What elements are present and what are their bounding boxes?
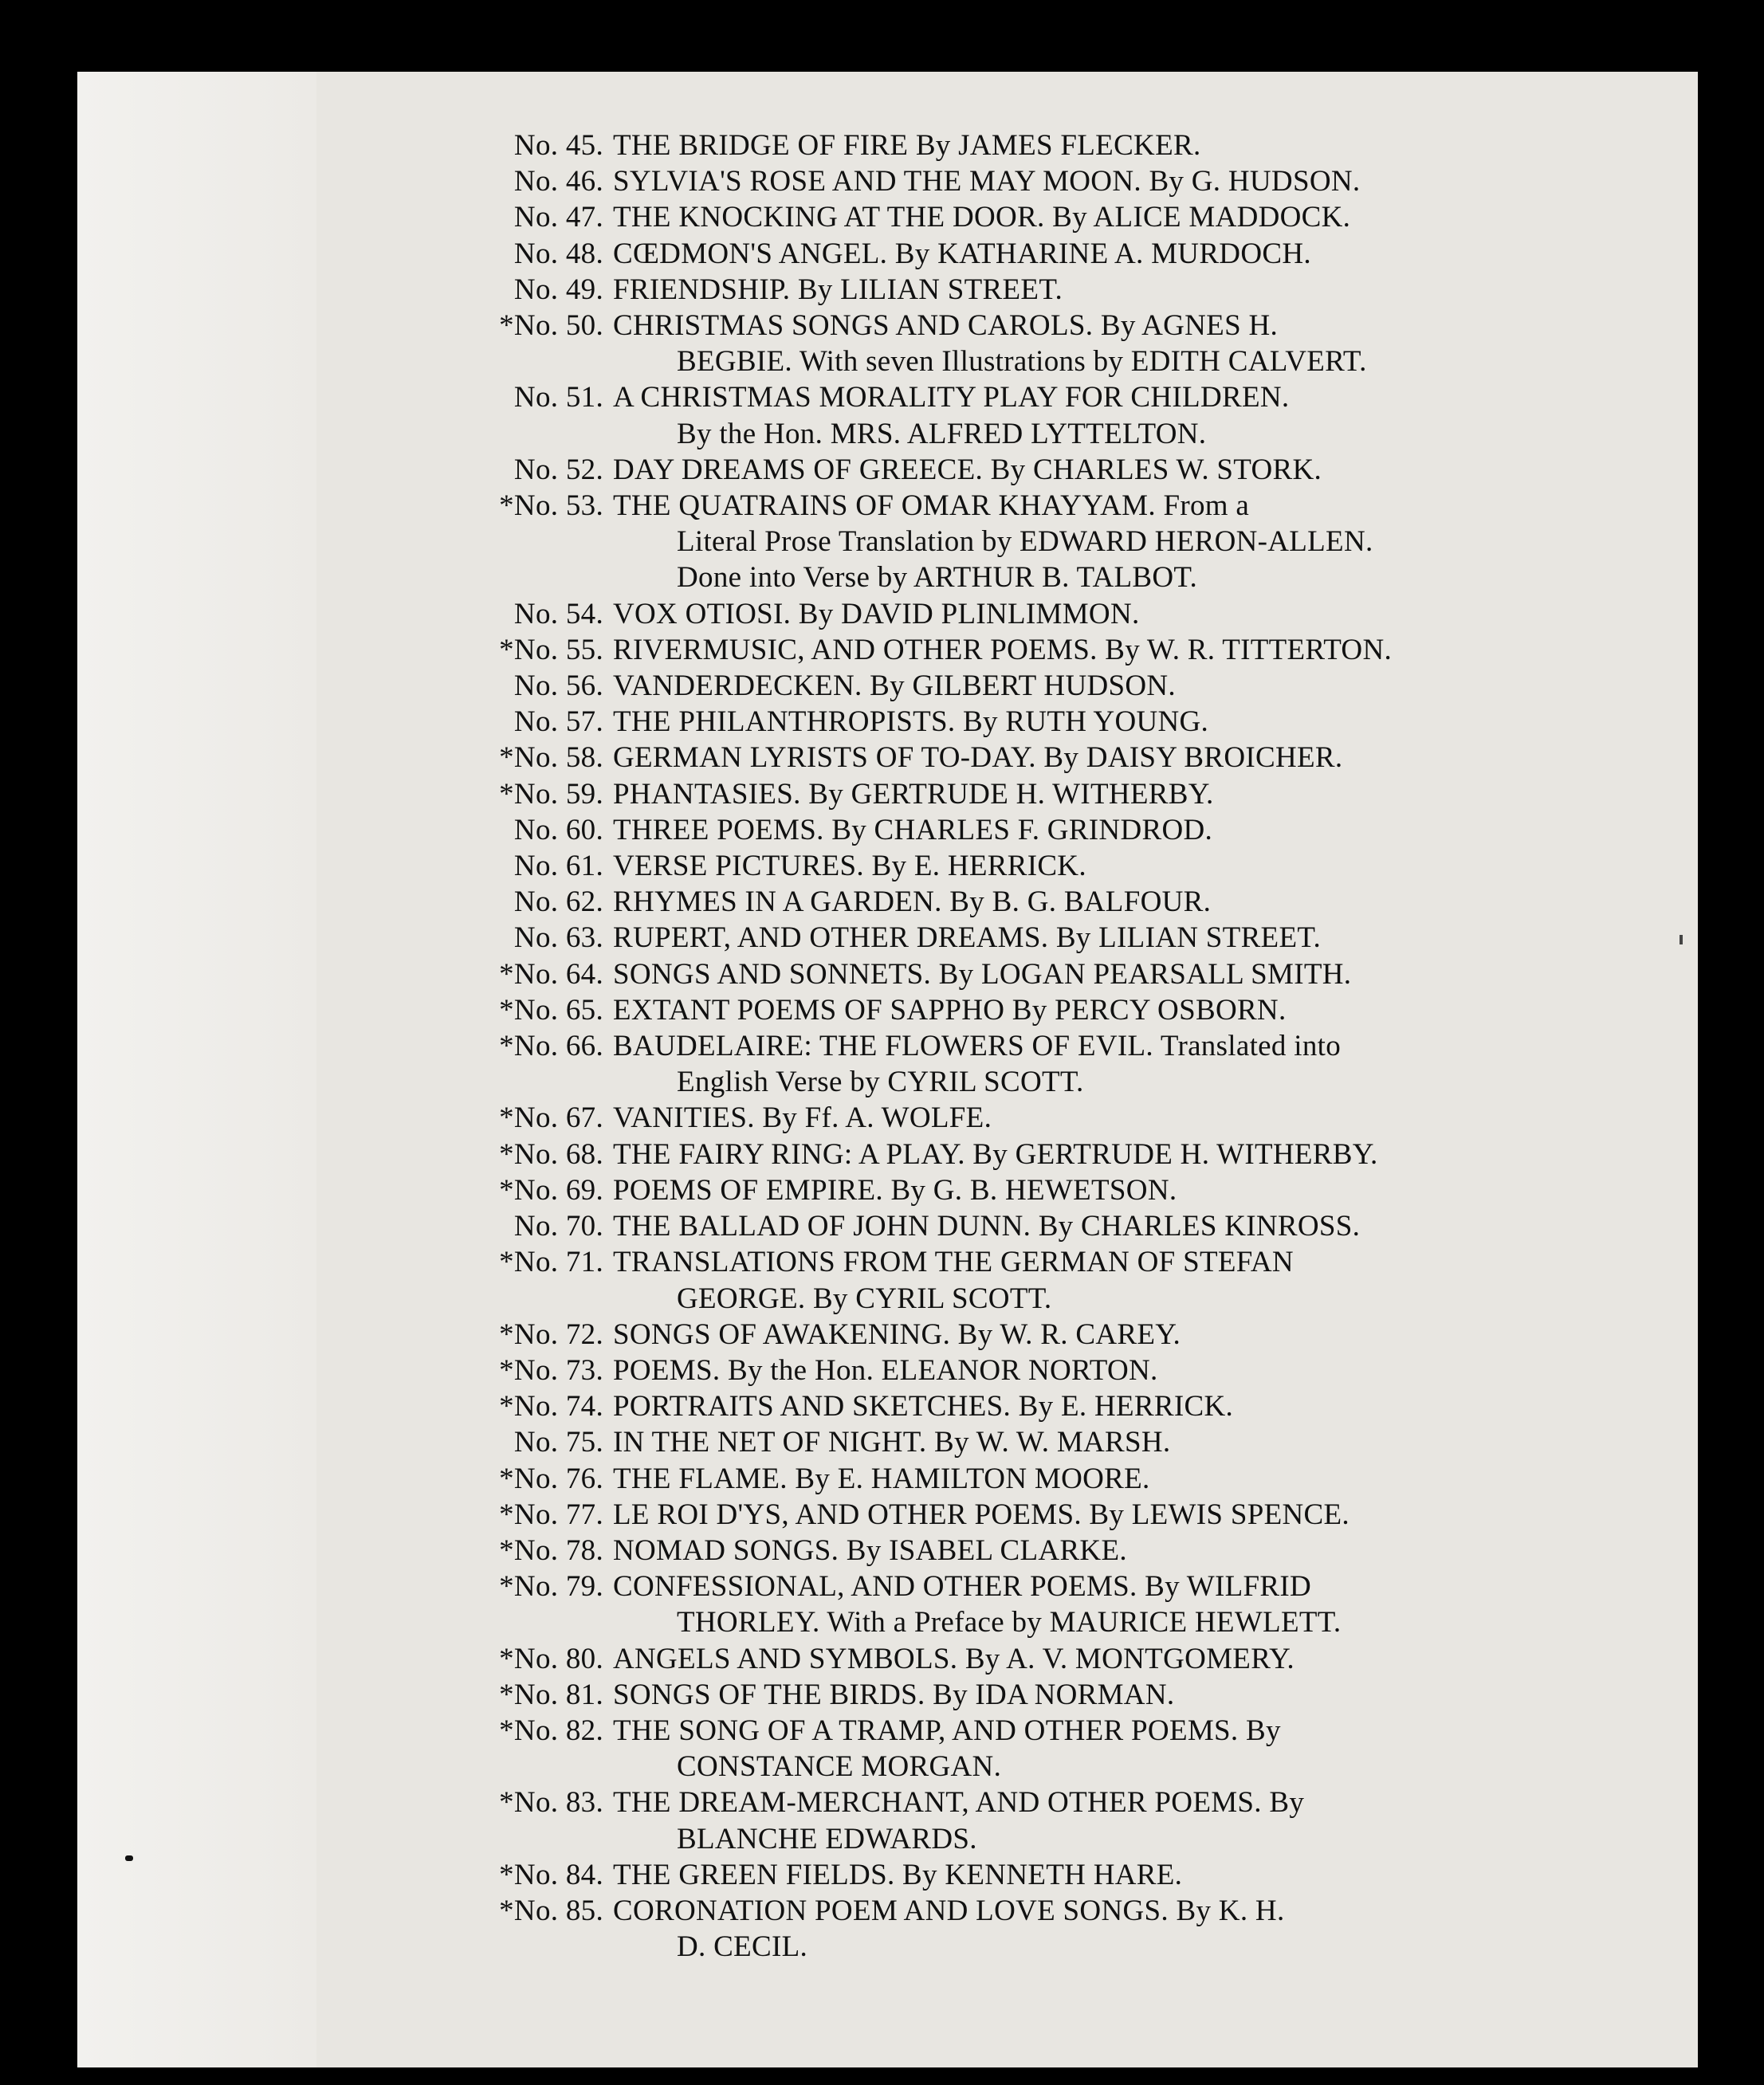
catalogue-entry <box>436 199 1640 235</box>
entry-title: SONGS AND SONNETS. By LOGAN PEARSALL SMITH. <box>613 957 1352 991</box>
entry-title: THE FLAME. By E. HAMILTON MOORE. <box>613 1462 1150 1495</box>
catalogue-entry <box>436 1388 1640 1424</box>
entry-number: *No. 83. <box>499 1786 603 1820</box>
entry-title: THE GREEN FIELDS. By KENNETH HARE. <box>613 1858 1183 1891</box>
entry-number: *No. 79. <box>499 1570 603 1604</box>
entry-title: THE PHILANTHROPISTS. By RUTH YOUNG. <box>613 705 1209 739</box>
entry-title: EXTANT POEMS OF SAPPHO By PERCY OSBORN. <box>613 993 1287 1027</box>
catalogue-entry <box>436 1208 1640 1244</box>
entry-continuation: CONSTANCE MORGAN. <box>677 1750 1002 1784</box>
entry-title: SONGS OF THE BIRDS. By IDA NORMAN. <box>613 1678 1175 1711</box>
entry-number: No. 75. <box>513 1426 603 1459</box>
entry-number: No. 60. <box>513 813 603 846</box>
entry-number: *No. 74. <box>499 1390 603 1423</box>
entry-continuation: Literal Prose Translation by EDWARD HERON-ALLEN. <box>677 525 1373 559</box>
entry-number: No. 46. <box>513 165 603 198</box>
entry-number: No. 61. <box>513 850 603 883</box>
catalogue-entry <box>436 1172 1640 1208</box>
entry-continuation: English Verse by CYRIL SCOTT. <box>677 1066 1084 1099</box>
entry-title: PORTRAITS AND SKETCHES. By E. HERRICK. <box>613 1390 1234 1423</box>
margin-mark <box>1680 935 1683 944</box>
catalogue-entry <box>436 1317 1640 1353</box>
entry-title: TRANSLATIONS FROM THE GERMAN OF STEFAN <box>613 1246 1294 1279</box>
entry-title: THE QUATRAINS OF OMAR KHAYYAM. From a <box>613 489 1250 523</box>
entry-title: THE KNOCKING AT THE DOOR. By ALICE MADDOCK. <box>613 201 1351 234</box>
catalogue-entry <box>436 236 1640 272</box>
series-catalogue-list <box>436 128 1640 1965</box>
entry-number: *No. 65. <box>499 993 603 1027</box>
catalogue-entry <box>436 1893 1640 1965</box>
catalogue-entry <box>436 452 1640 488</box>
entry-number: *No. 77. <box>499 1498 603 1531</box>
entry-number: *No. 82. <box>499 1714 603 1747</box>
entry-title: THE BALLAD OF JOHN DUNN. By CHARLES KINROSS. <box>613 1210 1361 1243</box>
entry-title: THE BRIDGE OF FIRE By JAMES FLECKER. <box>613 129 1201 162</box>
entry-number: *No. 67. <box>499 1101 603 1135</box>
entry-title: CHRISTMAS SONGS AND CAROLS. By AGNES H. <box>613 309 1279 343</box>
entry-continuation: D. CECIL. <box>677 1930 808 1964</box>
entry-number: No. 56. <box>513 669 603 703</box>
entry-title: CONFESSIONAL, AND OTHER POEMS. By WILFRID <box>613 1570 1312 1604</box>
entry-number: *No. 68. <box>499 1137 603 1171</box>
catalogue-entry <box>436 128 1640 163</box>
catalogue-entry <box>436 1461 1640 1497</box>
catalogue-entry <box>436 848 1640 884</box>
entry-title: IN THE NET OF NIGHT. By W. W. MARSH. <box>613 1426 1171 1459</box>
catalogue-entry <box>436 1100 1640 1136</box>
entry-number: *No. 66. <box>499 1030 603 1063</box>
entry-number: *No. 59. <box>499 777 603 811</box>
entry-number: *No. 72. <box>499 1317 603 1351</box>
entry-title: THE FAIRY RING: A PLAY. By GERTRUDE H. WITHERBY. <box>613 1137 1378 1171</box>
entry-number: No. 47. <box>513 201 603 234</box>
entry-title: THREE POEMS. By CHARLES F. GRINDROD. <box>613 813 1213 846</box>
entry-number: No. 51. <box>513 381 603 414</box>
entry-number: *No. 84. <box>499 1858 603 1891</box>
entry-title: RHYMES IN A GARDEN. By B. G. BALFOUR. <box>613 885 1212 919</box>
entry-number: *No. 53. <box>499 489 603 523</box>
catalogue-entry <box>436 920 1640 956</box>
catalogue-entry <box>436 776 1640 812</box>
entry-title: SONGS OF AWAKENING. By W. R. CAREY. <box>613 1317 1181 1351</box>
entry-number: *No. 58. <box>499 741 603 775</box>
catalogue-entry <box>436 668 1640 704</box>
entry-number: No. 52. <box>513 453 603 486</box>
entry-number: No. 57. <box>513 705 603 739</box>
page-margin <box>77 72 316 2067</box>
catalogue-entry <box>436 1641 1640 1677</box>
entry-title: A CHRISTMAS MORALITY PLAY FOR CHILDREN. <box>613 381 1290 414</box>
entry-number: *No. 76. <box>499 1462 603 1495</box>
entry-title: VOX OTIOSI. By DAVID PLINLIMMON. <box>613 597 1140 630</box>
catalogue-entry <box>436 1785 1640 1856</box>
entry-title: FRIENDSHIP. By LILIAN STREET. <box>613 273 1063 306</box>
entry-number: *No. 80. <box>499 1642 603 1675</box>
entry-title: THE SONG OF A TRAMP, AND OTHER POEMS. By <box>613 1714 1281 1747</box>
scanned-page <box>77 72 1698 2067</box>
catalogue-entry <box>436 1533 1640 1569</box>
entry-title: RIVERMUSIC, AND OTHER POEMS. By W. R. TITTERTON. <box>613 633 1393 666</box>
entry-number: No. 62. <box>513 885 603 919</box>
catalogue-entry <box>436 163 1640 199</box>
catalogue-entry <box>436 272 1640 308</box>
entry-number: *No. 81. <box>499 1678 603 1711</box>
entry-title: THE DREAM-MERCHANT, AND OTHER POEMS. By <box>613 1786 1305 1820</box>
entry-title: LE ROI D'YS, AND OTHER POEMS. By LEWIS SPENCE. <box>613 1498 1350 1531</box>
catalogue-entry <box>436 1497 1640 1533</box>
entry-title: VANDERDECKEN. By GILBERT HUDSON. <box>613 669 1176 703</box>
entry-number: *No. 73. <box>499 1353 603 1387</box>
entry-title: BAUDELAIRE: THE FLOWERS OF EVIL. Translated into <box>613 1030 1342 1063</box>
entry-continuation: BEGBIE. With seven Illustrations by EDITH CALVERT. <box>677 345 1367 379</box>
entry-number: *No. 50. <box>499 309 603 343</box>
catalogue-entry <box>436 956 1640 992</box>
catalogue-entry <box>436 1424 1640 1460</box>
catalogue-entry <box>436 812 1640 848</box>
entry-title: POEMS. By the Hon. ELEANOR NORTON. <box>613 1353 1158 1387</box>
entry-title: GERMAN LYRISTS OF TO-DAY. By DAISY BROICHER. <box>613 741 1343 775</box>
catalogue-entry <box>436 992 1640 1028</box>
catalogue-entry <box>436 379 1640 451</box>
entry-number: *No. 78. <box>499 1533 603 1567</box>
entry-title: CORONATION POEM AND LOVE SONGS. By K. H. <box>613 1894 1285 1927</box>
catalogue-entry <box>436 308 1640 379</box>
entry-number: No. 63. <box>513 921 603 955</box>
ink-speck <box>125 1855 133 1861</box>
entry-title: CŒDMON'S ANGEL. By KATHARINE A. MURDOCH. <box>613 237 1311 270</box>
entry-number: No. 45. <box>513 129 603 162</box>
catalogue-entry <box>436 704 1640 740</box>
entry-number: *No. 71. <box>499 1246 603 1279</box>
entry-number: *No. 69. <box>499 1173 603 1207</box>
catalogue-entry <box>436 740 1640 775</box>
entry-continuation: By the Hon. MRS. ALFRED LYTTELTON. <box>677 417 1207 450</box>
catalogue-entry <box>436 488 1640 596</box>
entry-title: VANITIES. By Ff. A. WOLFE. <box>613 1101 992 1135</box>
entry-title: POEMS OF EMPIRE. By G. B. HEWETSON. <box>613 1173 1177 1207</box>
entry-number: *No. 55. <box>499 633 603 666</box>
catalogue-entry <box>436 1353 1640 1388</box>
catalogue-entry <box>436 632 1640 668</box>
catalogue-entry <box>436 1857 1640 1893</box>
entry-number: *No. 64. <box>499 957 603 991</box>
entry-title: DAY DREAMS OF GREECE. By CHARLES W. STORK. <box>613 453 1322 486</box>
entry-number: No. 48. <box>513 237 603 270</box>
entry-title: ANGELS AND SYMBOLS. By A. V. MONTGOMERY. <box>613 1642 1295 1675</box>
entry-title: PHANTASIES. By GERTRUDE H. WITHERBY. <box>613 777 1214 811</box>
entry-title: SYLVIA'S ROSE AND THE MAY MOON. By G. HUDSON. <box>613 165 1361 198</box>
catalogue-entry <box>436 1028 1640 1100</box>
entry-title: RUPERT, AND OTHER DREAMS. By LILIAN STREET. <box>613 921 1322 955</box>
entry-continuation: GEORGE. By CYRIL SCOTT. <box>677 1282 1052 1315</box>
entry-continuation: THORLEY. With a Preface by MAURICE HEWLETT. <box>677 1606 1342 1639</box>
catalogue-entry <box>436 1244 1640 1316</box>
entry-continuation: Done into Verse by ARTHUR B. TALBOT. <box>677 561 1198 595</box>
catalogue-entry <box>436 1137 1640 1172</box>
entry-continuation: BLANCHE EDWARDS. <box>677 1822 977 1855</box>
entry-number: No. 49. <box>513 273 603 306</box>
entry-title: NOMAD SONGS. By ISABEL CLARKE. <box>613 1533 1127 1567</box>
entry-number: No. 70. <box>513 1210 603 1243</box>
entry-number: No. 54. <box>513 597 603 630</box>
entry-number: *No. 85. <box>499 1894 603 1927</box>
entry-title: VERSE PICTURES. By E. HERRICK. <box>613 850 1086 883</box>
catalogue-entry <box>436 596 1640 632</box>
catalogue-entry <box>436 1677 1640 1713</box>
catalogue-entry <box>436 1569 1640 1640</box>
catalogue-entry <box>436 884 1640 920</box>
catalogue-entry <box>436 1713 1640 1785</box>
